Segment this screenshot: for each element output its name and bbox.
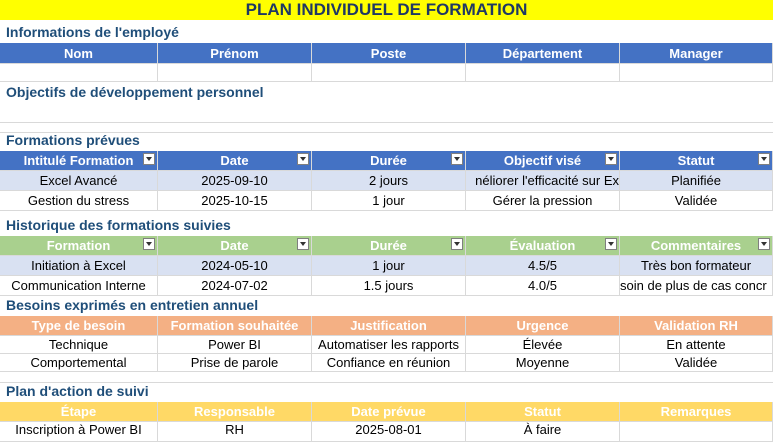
filter-dropdown-icon[interactable] <box>451 238 463 250</box>
employee-prenom-cell[interactable] <box>158 64 312 82</box>
col-duree[interactable] <box>312 151 466 171</box>
table-cell[interactable]: Très bon formateur <box>620 256 773 276</box>
table-cell[interactable]: 2 jours <box>312 171 466 191</box>
table-row <box>0 171 773 191</box>
employee-data-row <box>0 64 773 82</box>
col-urgence[interactable]: Urgence <box>466 316 620 336</box>
table-cell[interactable]: 2024-07-02 <box>158 276 312 296</box>
filter-dropdown-icon[interactable] <box>297 153 309 165</box>
col-commentaires-label: Commentaires <box>650 238 742 253</box>
table-cell[interactable] <box>620 422 773 442</box>
col-date[interactable] <box>158 236 312 256</box>
filter-dropdown-icon[interactable] <box>758 238 770 250</box>
table-cell[interactable]: Power BI <box>158 336 312 354</box>
table-cell[interactable]: Confiance en réunion <box>312 354 466 372</box>
col-statut[interactable]: Statut <box>466 402 620 422</box>
table-cell[interactable]: Validée <box>620 191 773 211</box>
table-row <box>0 276 773 296</box>
employee-header-row <box>0 43 773 64</box>
table-cell[interactable]: Automatiser les rapports <box>312 336 466 354</box>
filter-dropdown-icon[interactable] <box>143 153 155 165</box>
section-planned-heading: Formations prévues <box>6 132 140 148</box>
employee-nom-cell[interactable] <box>0 64 158 82</box>
table-cell[interactable]: 2024-05-10 <box>158 256 312 276</box>
col-date-prevue[interactable]: Date prévue <box>312 402 466 422</box>
employee-departement-cell[interactable] <box>466 64 620 82</box>
table-cell[interactable]: 2025-09-10 <box>158 171 312 191</box>
table-cell[interactable]: Excel Avancé <box>0 171 158 191</box>
col-statut-label: Statut <box>677 153 715 168</box>
filter-dropdown-icon[interactable] <box>143 238 155 250</box>
table-cell[interactable]: Inscription à Power BI <box>0 422 158 442</box>
filter-dropdown-icon[interactable] <box>605 238 617 250</box>
table-cell[interactable]: Planifiée <box>620 171 773 191</box>
table-cell[interactable]: 2025-08-01 <box>312 422 466 442</box>
table-cell[interactable]: 1 jour <box>312 191 466 211</box>
section-history-heading: Historique des formations suivies <box>6 217 231 233</box>
followup-header-row <box>0 402 773 422</box>
table-cell[interactable]: Prise de parole <box>158 354 312 372</box>
filter-dropdown-icon[interactable] <box>758 153 770 165</box>
table-cell[interactable]: Élevée <box>466 336 620 354</box>
table-row <box>0 422 773 442</box>
table-row <box>0 256 773 276</box>
col-commentaires[interactable] <box>620 236 773 256</box>
col-responsable[interactable]: Responsable <box>158 402 312 422</box>
col-remarques[interactable]: Remarques <box>620 402 773 422</box>
filter-dropdown-icon[interactable] <box>451 153 463 165</box>
col-evaluation-label: Évaluation <box>509 238 576 253</box>
table-cell[interactable]: 4.0/5 <box>466 276 620 296</box>
planned-header-row <box>0 151 773 171</box>
page-title: PLAN INDIVIDUEL DE FORMATION <box>0 0 773 20</box>
col-formation-souhaitee[interactable]: Formation souhaitée <box>158 316 312 336</box>
table-row <box>0 336 773 354</box>
col-objectif-label: Objectif visé <box>503 153 582 168</box>
spacer-row <box>0 372 773 383</box>
col-duree[interactable] <box>312 236 466 256</box>
col-intitule[interactable] <box>0 151 158 171</box>
col-validation-rh[interactable]: Validation RH <box>620 316 773 336</box>
table-cell[interactable]: Initiation à Excel <box>0 256 158 276</box>
table-cell[interactable]: néliorer l'efficacité sur Ex <box>466 171 620 191</box>
table-row <box>0 354 773 372</box>
section-employee-heading: Informations de l'employé <box>6 24 179 40</box>
history-header-row <box>0 236 773 256</box>
table-cell[interactable]: Communication Interne <box>0 276 158 296</box>
col-statut[interactable] <box>620 151 773 171</box>
table-cell[interactable]: RH <box>158 422 312 442</box>
table-cell[interactable]: Moyenne <box>466 354 620 372</box>
col-nom[interactable]: Nom <box>0 43 158 64</box>
col-etape[interactable]: Étape <box>0 402 158 422</box>
table-cell[interactable]: soin de plus de cas concr <box>620 276 773 296</box>
col-duree-label: Durée <box>370 238 407 253</box>
table-cell[interactable]: À faire <box>466 422 620 442</box>
col-manager[interactable]: Manager <box>620 43 773 64</box>
table-cell[interactable]: Gestion du stress <box>0 191 158 211</box>
col-date[interactable] <box>158 151 312 171</box>
table-cell[interactable]: En attente <box>620 336 773 354</box>
col-departement[interactable]: Département <box>466 43 620 64</box>
employee-manager-cell[interactable] <box>620 64 773 82</box>
col-type-besoin[interactable]: Type de besoin <box>0 316 158 336</box>
table-cell[interactable]: 1 jour <box>312 256 466 276</box>
col-objectif[interactable] <box>466 151 620 171</box>
col-intitule-label: Intitulé Formation <box>23 153 134 168</box>
table-cell[interactable]: 1.5 jours <box>312 276 466 296</box>
col-evaluation[interactable] <box>466 236 620 256</box>
col-justification[interactable]: Justification <box>312 316 466 336</box>
table-cell[interactable]: 4.5/5 <box>466 256 620 276</box>
table-cell[interactable]: Gérer la pression <box>466 191 620 211</box>
objectives-row-1[interactable] <box>0 102 773 123</box>
filter-dropdown-icon[interactable] <box>297 238 309 250</box>
col-date-label: Date <box>220 153 249 168</box>
table-cell[interactable]: Validée <box>620 354 773 372</box>
col-duree-label: Durée <box>370 153 407 168</box>
section-followup-heading: Plan d'action de suivi <box>6 383 149 399</box>
employee-poste-cell[interactable] <box>312 64 466 82</box>
col-prenom[interactable]: Prénom <box>158 43 312 64</box>
col-formation-label: Formation <box>46 238 111 253</box>
needs-header-row <box>0 316 773 336</box>
col-date-label: Date <box>220 238 249 253</box>
section-needs-heading: Besoins exprimés en entretien annuel <box>6 297 259 313</box>
table-cell[interactable]: Comportemental <box>0 354 158 372</box>
table-row <box>0 191 773 211</box>
col-poste[interactable]: Poste <box>312 43 466 64</box>
filter-dropdown-icon[interactable] <box>605 153 617 165</box>
table-cell[interactable]: 2025-10-15 <box>158 191 312 211</box>
col-formation[interactable] <box>0 236 158 256</box>
table-cell[interactable]: Technique <box>0 336 158 354</box>
section-objectives-heading: Objectifs de développement personnel <box>6 84 264 100</box>
